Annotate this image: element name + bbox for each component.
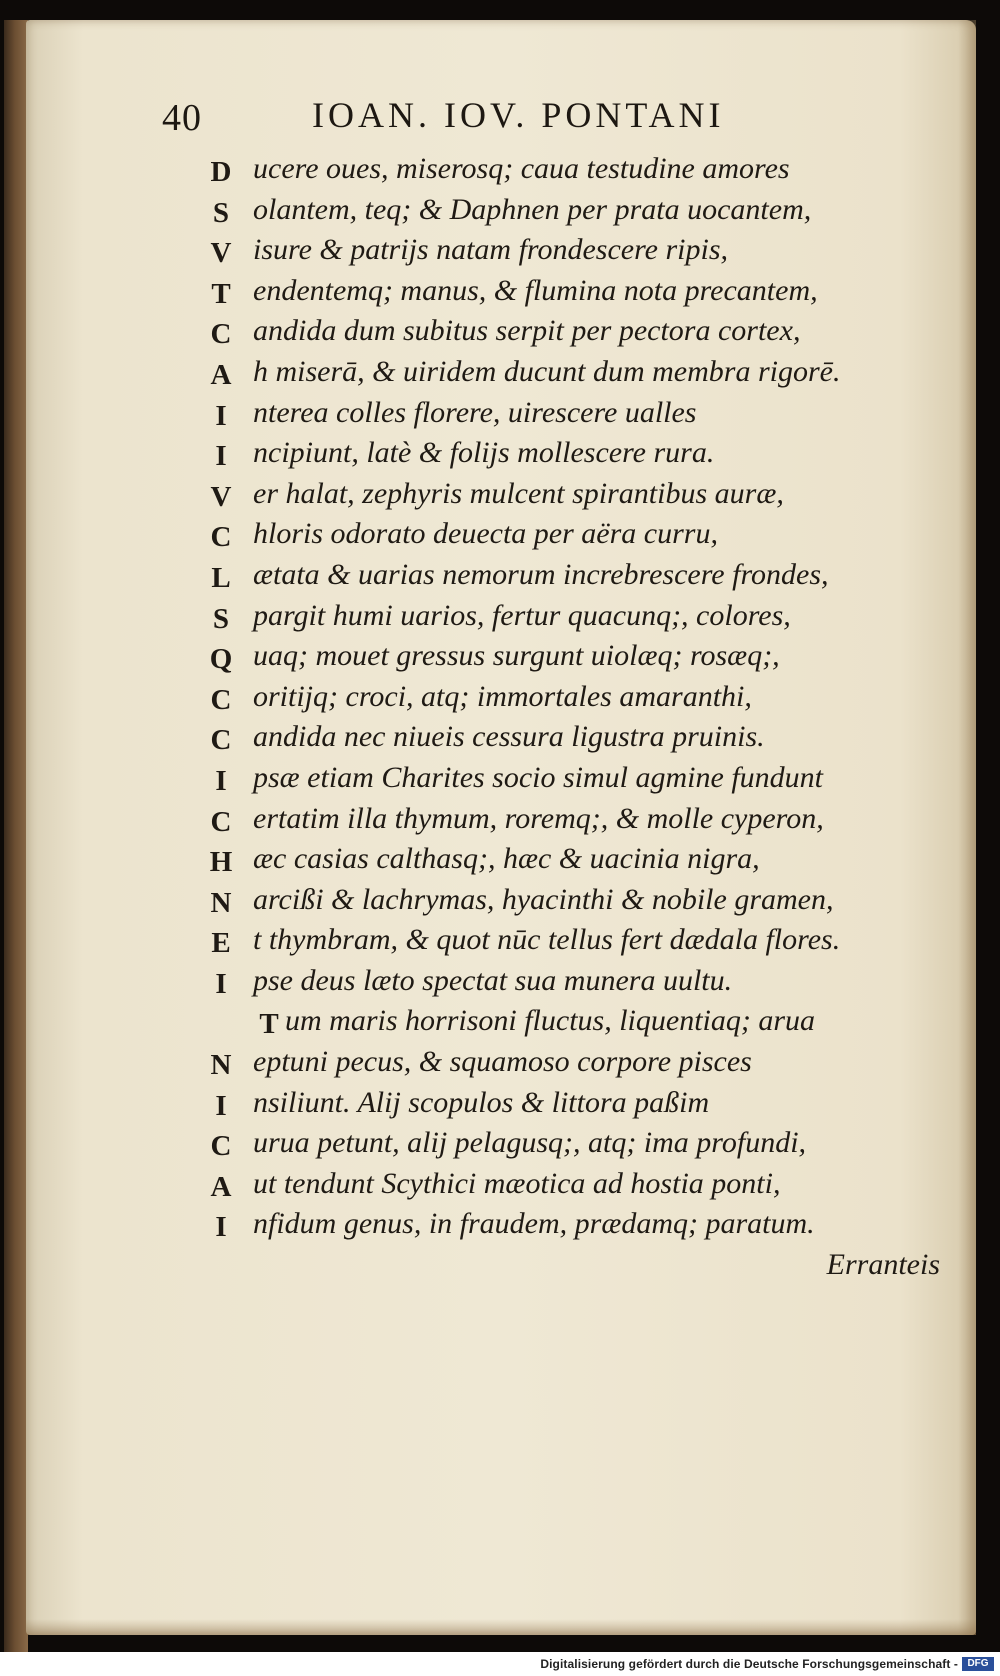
verse-line	[205, 394, 935, 435]
verse-text: nfidum genus, in fraudem, prædamq; paratum.	[253, 1207, 815, 1241]
verse-initial: C	[210, 805, 232, 838]
verse-text: psæ etiam Charites socio simul agmine fundunt	[253, 760, 823, 794]
verse-initial: I	[215, 1211, 227, 1244]
verse-text: hloris odorato deuecta per aëra curru,	[253, 517, 718, 551]
verse-text: er halat, zephyris mulcent spirantibus auræ,	[253, 476, 784, 510]
verse-text: um maris horrisoni fluctus, liquentiaq; arua	[285, 1004, 816, 1038]
verse-text: andida nec niueis cessura ligustra pruinis.	[253, 720, 765, 754]
verse-text: urua petunt, alij pelagusq;, atq; ima profundi,	[253, 1126, 807, 1160]
verse-block	[205, 150, 935, 1246]
verse-line	[205, 840, 935, 881]
verse-initial: I	[215, 967, 227, 1000]
funding-credit: Digitalisierung gefördert durch die Deutsche Forschungsgemeinschaft -	[540, 1657, 958, 1671]
verse-initial: D	[210, 156, 232, 188]
verse-line	[205, 515, 935, 556]
verse-line	[205, 353, 935, 394]
verse-line	[205, 312, 935, 353]
verse-line	[205, 637, 935, 678]
verse-line	[205, 800, 935, 841]
verse-text: endentemq; manus, & flumina nota precantem,	[253, 273, 818, 307]
verse-initial: Q	[209, 643, 233, 676]
verse-text: isure & patrijs natam frondescere ripis,	[253, 233, 728, 267]
verse-initial: V	[210, 480, 232, 513]
verse-initial: N	[210, 886, 232, 919]
verse-line	[205, 434, 935, 475]
verse-initial: E	[211, 927, 231, 960]
verse-line	[205, 678, 935, 719]
verse-line	[205, 1084, 935, 1125]
verse-line	[205, 597, 935, 638]
verse-text: ætata & uarias nemorum increbrescere frondes,	[253, 557, 829, 591]
verse-line	[205, 231, 935, 272]
verse-line	[205, 1002, 935, 1043]
verse-initial: A	[210, 1170, 232, 1203]
verse-text: arcißi & lachrymas, hyacinthi & nobile gramen,	[253, 882, 834, 916]
page-bottom-shadow	[26, 1619, 976, 1635]
verse-initial: C	[210, 521, 232, 554]
verse-line	[205, 1205, 935, 1246]
verse-line	[205, 1043, 935, 1084]
verse-text: uaq; mouet gressus surgunt uiolæq; rosæq;,	[253, 639, 780, 673]
verse-line	[205, 962, 935, 1003]
verse-initial: T	[259, 1008, 279, 1041]
verse-initial: C	[210, 1130, 232, 1163]
verse-text: oritijq; croci, atq; immortales amaranthi,	[253, 679, 752, 713]
verse-text: nsiliunt. Alij scopulos & littora paßim	[253, 1085, 710, 1119]
verse-text: h miserā, & uiridem ducunt dum membra rigorē.	[253, 354, 841, 388]
catchword: Erranteis	[826, 1248, 940, 1281]
verse-initial: C	[210, 683, 232, 716]
verse-text: andida dum subitus serpit per pectora cortex,	[253, 314, 801, 348]
verse-text: pargit humi uarios, fertur quacunq;, colores,	[253, 598, 791, 632]
page-number: 40	[162, 97, 202, 139]
book-spine-edge	[4, 20, 28, 1652]
verse-initial: C	[210, 724, 232, 757]
running-head: IOAN. IOV. PONTANI	[312, 95, 725, 135]
verse-text: eptuni pecus, & squamoso corpore pisces	[253, 1045, 752, 1079]
verse-line	[205, 1124, 935, 1165]
verse-initial: A	[210, 358, 232, 391]
page-edge-shadow	[958, 20, 976, 1635]
verse-line	[205, 556, 935, 597]
dfg-logo: DFG	[962, 1657, 994, 1671]
verse-text: pse deus læto spectat sua munera uultu.	[253, 963, 733, 997]
verse-initial: S	[212, 602, 230, 635]
verse-text: nterea colles florere, uirescere ualles	[253, 395, 697, 429]
footer-bar	[0, 1652, 1000, 1676]
verse-text: t thymbram, & quot nūc tellus fert dædala flores.	[253, 923, 841, 957]
verse-initial: H	[209, 846, 233, 879]
verse-initial: I	[215, 764, 227, 797]
verse-line	[205, 921, 935, 962]
verse-text: ertatim illa thymum, roremq;, & molle cyperon,	[253, 801, 824, 835]
verse-line	[205, 718, 935, 759]
verse-line	[205, 881, 935, 922]
verse-line	[205, 272, 935, 313]
verse-line	[205, 191, 935, 232]
verse-initial: I	[215, 399, 227, 432]
verse-text: ncipiunt, latè & folijs mollescere rura.	[253, 436, 715, 470]
verse-initial: I	[215, 440, 227, 473]
verse-text: olantem, teq; & Daphnen per prata uocantem,	[253, 192, 812, 226]
verse-initial: C	[210, 318, 232, 351]
verse-initial: N	[210, 1049, 232, 1082]
page-header	[162, 88, 782, 148]
verse-text: ucere oues, miserosq; caua testudine amores	[253, 152, 790, 185]
verse-initial: L	[211, 561, 231, 594]
verse-initial: I	[215, 1089, 227, 1122]
verse-initial: V	[210, 237, 232, 270]
verse-text: æc casias calthasq;, hæc & uacinia nigra,	[253, 842, 760, 876]
verse-line	[205, 1165, 935, 1206]
verse-initial: T	[211, 277, 231, 310]
verse-line	[205, 759, 935, 800]
verse-line	[205, 475, 935, 516]
verse-initial: S	[212, 196, 230, 229]
verse-text: ut tendunt Scythici mæotica ad hostia ponti,	[253, 1166, 781, 1200]
verse-line	[205, 150, 935, 191]
